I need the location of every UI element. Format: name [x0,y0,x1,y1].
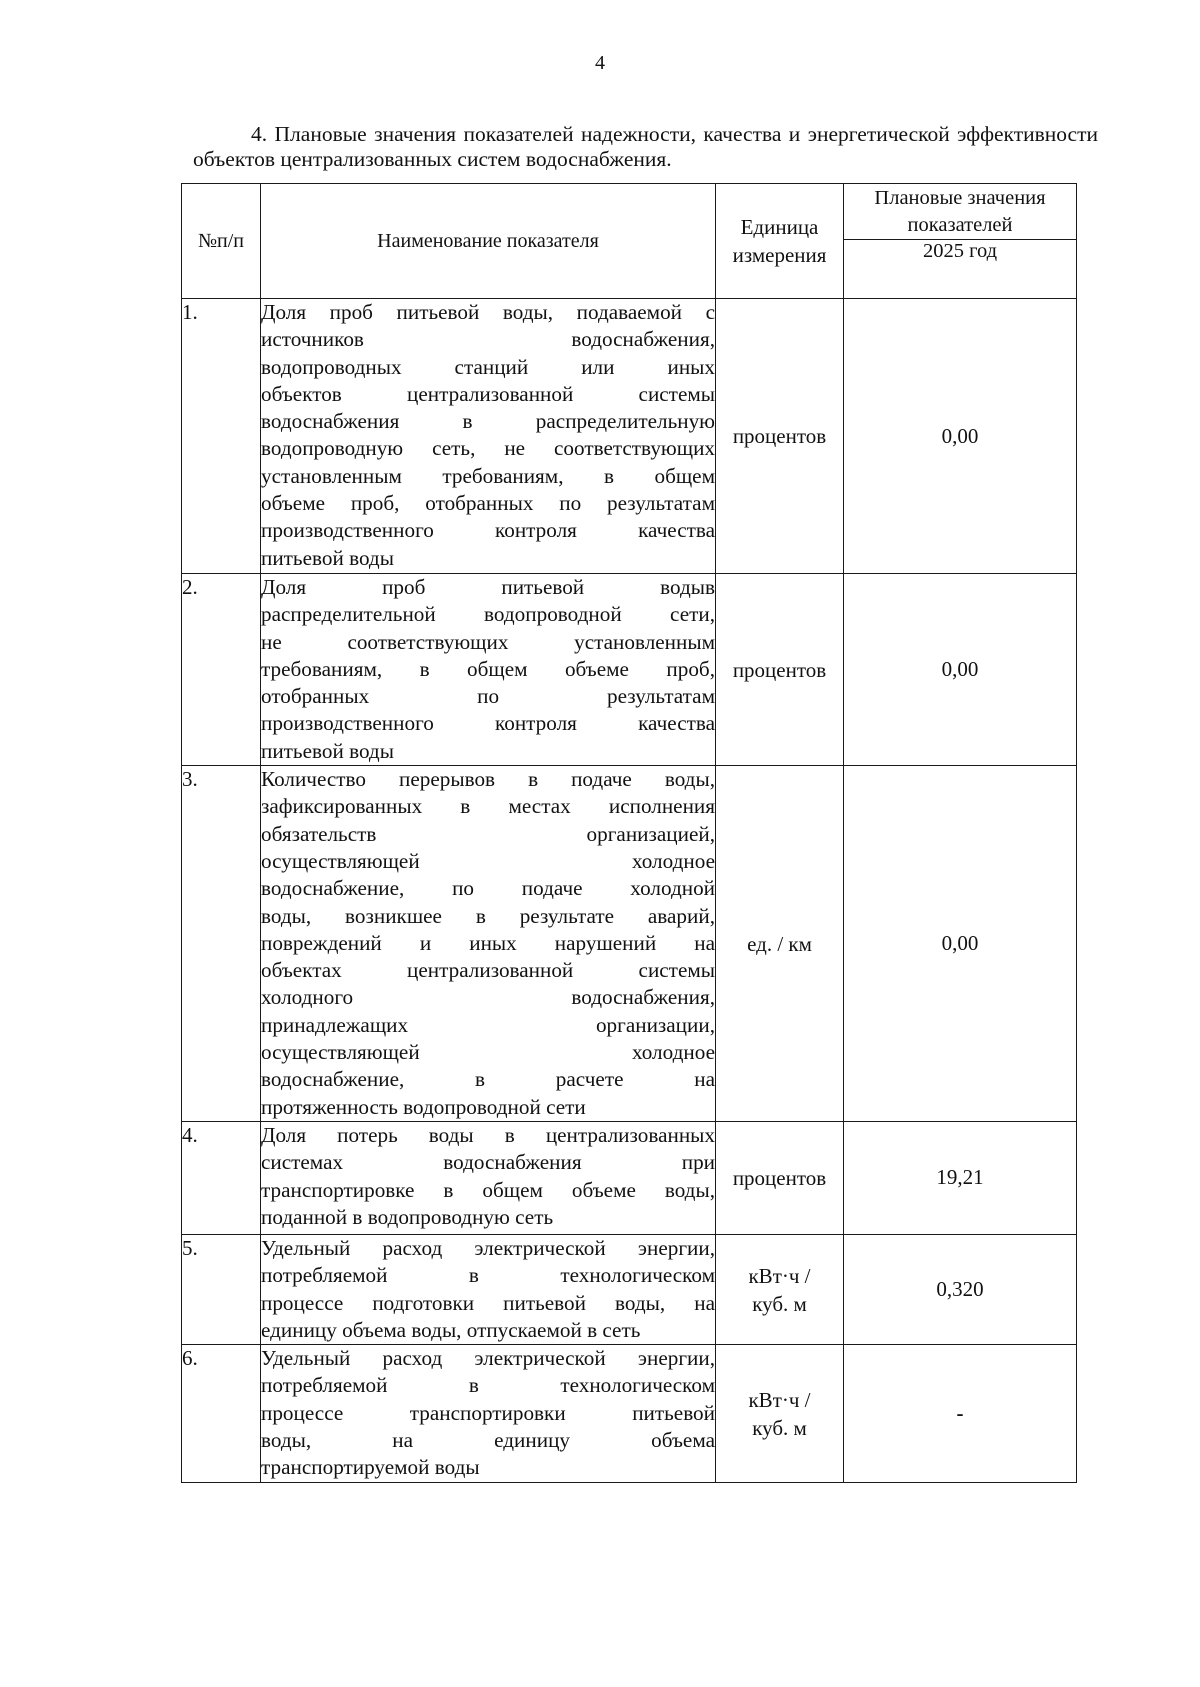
table-row [182,1234,1077,1344]
indicator-name-line: осуществляющей холодное [261,848,715,873]
section-heading: 4. Плановые значения показателей надежности, качества и энергетической эффективности объектов централизованных систем водоснабжения. [193,122,1098,171]
indicator-name-line: водопроводную сеть, не соответствующих [261,436,715,461]
indicator-name-line: водоснабжение, в расчете на [261,1067,715,1092]
header-unit [716,184,844,299]
indicator-name-line: требованиям, в общем объеме проб, [261,656,715,681]
indicator-name [261,299,716,574]
indicator-unit: ед. / км [716,766,844,1122]
indicator-name-line: осуществляющей холодное [261,1040,715,1065]
indicator-name-line: потребляемой в технологическом [261,1373,715,1398]
indicators-table [181,183,1077,1483]
indicator-unit-line: кВт·ч / [748,1263,811,1288]
indicator-name-line: Доля проб питьевой воды, подаваемой с [261,300,715,324]
row-number: 1. [182,299,261,574]
indicator-value-2025: 19,21 [844,1121,1077,1234]
indicator-name-line: системах водоснабжения при [261,1150,715,1175]
row-number: 4. [182,1121,261,1234]
indicator-name-line: отобранных по результатам [261,684,715,709]
indicator-name-line: холодного водоснабжения, [261,985,715,1010]
indicator-name [261,1121,716,1234]
indicator-value-2025: 0,00 [844,766,1077,1122]
indicator-value-2025: 0,00 [844,574,1077,766]
indicator-name [261,1234,716,1344]
indicator-name-line: процессе подготовки питьевой воды, на [261,1290,715,1315]
indicator-name-line: производственного контроля качества [261,518,715,543]
indicator-name-line: объектах централизованной системы [261,958,715,983]
indicator-name-line: транспортировке в общем объеме воды, [261,1177,715,1202]
row-number: 3. [182,766,261,1122]
indicator-name [261,1345,716,1483]
indicator-name-line: единицу объема воды, отпускаемой в сеть [261,1317,641,1342]
indicator-unit-line: куб. м [752,1291,807,1316]
indicator-name-line: принадлежащих организации, [261,1012,715,1037]
indicator-name-line: поданной в водопроводную сеть [261,1204,554,1229]
row-number: 6. [182,1345,261,1483]
header-number: №п/п [182,184,261,299]
indicator-name-line: транспортируемой воды [261,1455,480,1480]
indicator-name-line: не соответствующих установленным [261,629,715,654]
indicator-name-line: воды, возникшее в результате аварий, [261,903,715,928]
indicator-unit [716,1234,844,1344]
indicator-name-line: обязательств организацией, [261,821,715,846]
indicator-name-line: водопроводных станций или иных [261,354,715,379]
table-row [182,766,1077,1122]
header-year: 2025 год [844,240,1077,299]
header-plan-values: Плановые значения показателей [844,184,1077,240]
indicator-name-line: Удельный расход электрической энергии, [261,1235,715,1260]
indicator-value-2025: 0,320 [844,1234,1077,1344]
indicator-unit: процентов [716,299,844,574]
indicator-name-line: Количество перерывов в подаче воды, [261,767,715,792]
indicator-name-line: процессе транспортировки питьевой [261,1400,715,1425]
indicator-name-line: водоснабжения в распределительную [261,409,715,434]
indicator-name-line: объектов централизованной системы [261,381,715,406]
indicator-name [261,766,716,1122]
indicator-name-line: питьевой воды [261,738,394,763]
indicator-unit: процентов [716,1121,844,1234]
indicator-value-2025: 0,00 [844,299,1077,574]
indicator-name-line: объеме проб, отобранных по результатам [261,491,715,516]
table-row [182,1345,1077,1483]
indicator-name-line: воды, на единицу объема [261,1428,715,1453]
indicator-name-line: потребляемой в технологическом [261,1263,715,1288]
indicator-name [261,574,716,766]
table-row [182,1121,1077,1234]
header-unit-text: Единица измерения [732,215,827,267]
header-name: Наименование показателя [261,184,716,299]
indicator-unit-line: кВт·ч / [748,1387,811,1412]
row-number: 2. [182,574,261,766]
table-row [182,299,1077,574]
table-body [182,299,1077,1483]
indicator-unit: процентов [716,574,844,766]
indicator-name-line: протяженность водопроводной сети [261,1094,586,1119]
indicator-name-line: зафиксированных в местах исполнения [261,794,715,819]
indicator-unit-line: куб. м [752,1415,807,1440]
indicator-unit [716,1345,844,1483]
indicator-value-2025: - [844,1345,1077,1483]
table-row [182,574,1077,766]
table-header-row [182,184,1077,240]
row-number: 5. [182,1234,261,1344]
indicator-name-line: производственного контроля качества [261,711,715,736]
page-number: 4 [595,52,605,74]
indicator-name-line: Удельный расход электрической энергии, [261,1346,715,1371]
indicator-name-line: повреждений и иных нарушений на [261,930,715,955]
indicator-name-line: Доля потерь воды в централизованных [261,1122,715,1147]
indicator-name-line: питьевой воды [261,545,394,570]
indicator-name-line: установленным требованиям, в общем [261,463,715,488]
indicator-name-line: распределительной водопроводной сети, [261,602,715,627]
indicator-name-line: водоснабжение, по подаче холодной [261,876,715,901]
indicator-name-line: источников водоснабжения, [261,327,715,352]
indicator-name-line: Доля проб питьевой водыв [261,575,715,599]
